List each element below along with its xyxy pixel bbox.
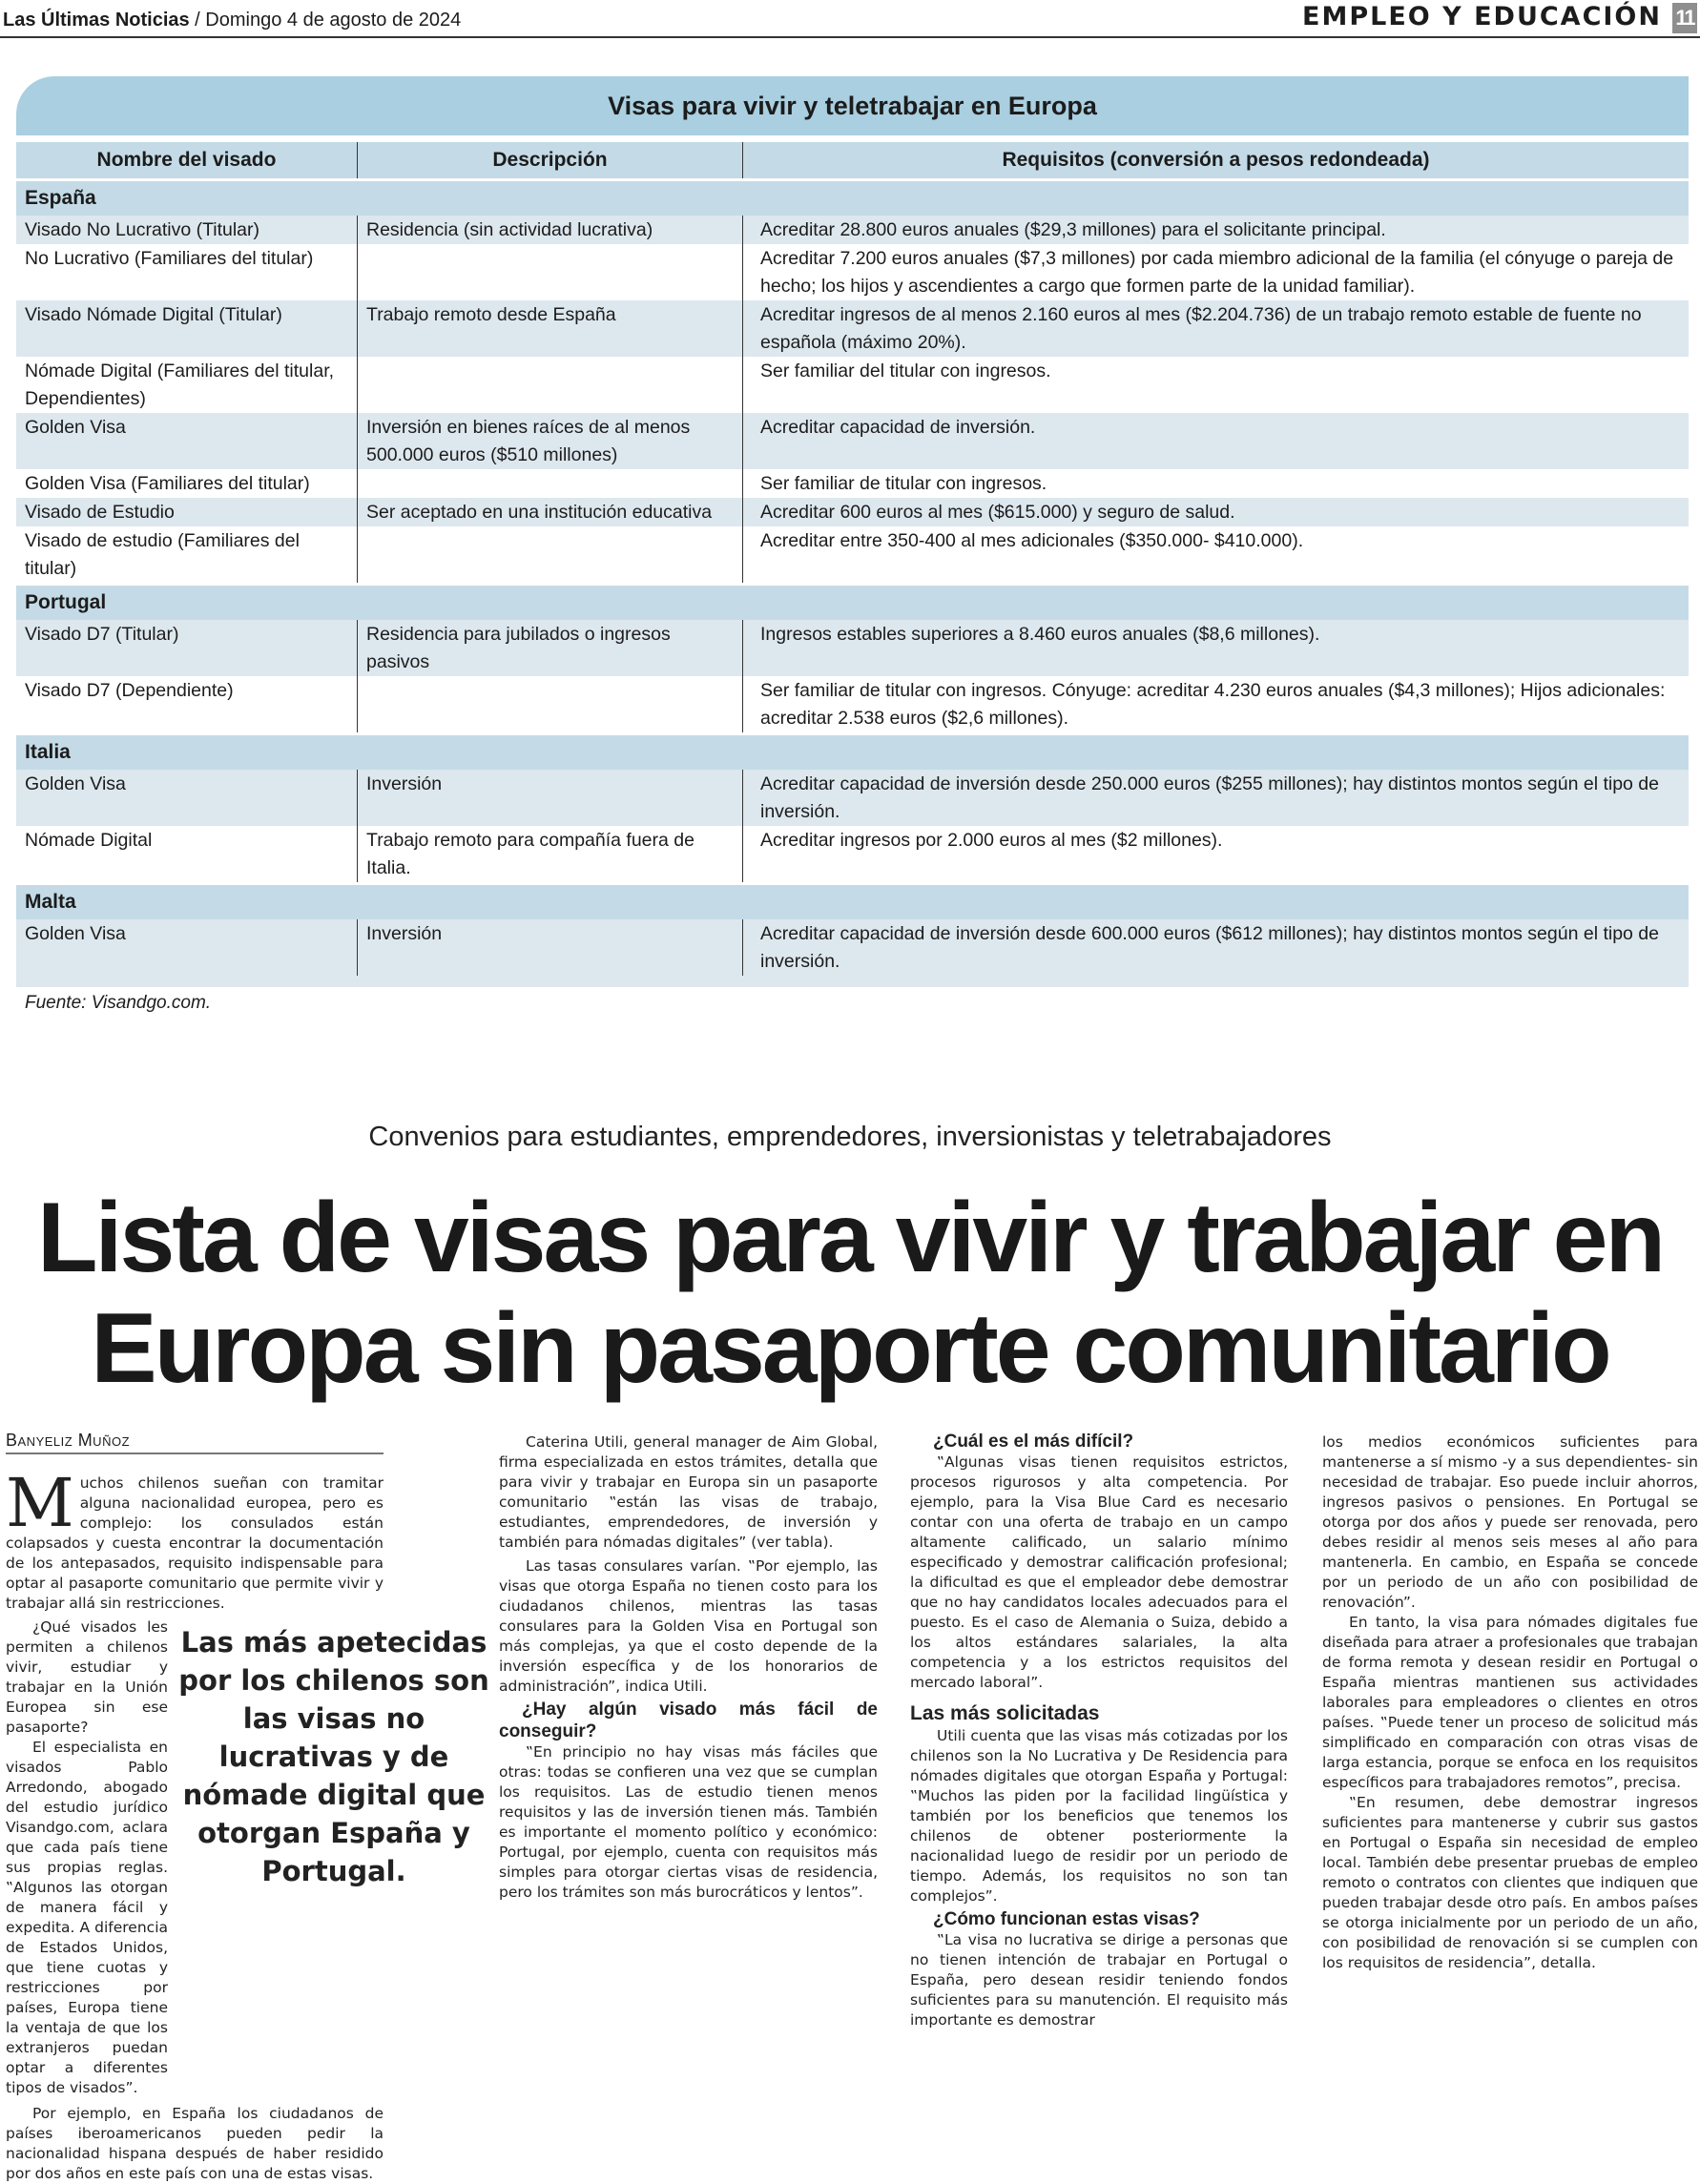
table-row [16,526,1689,583]
column-header-requirements: Requisitos (conversión a pesos redondeada) [1002,149,1430,171]
visa-description-cell: Trabajo remoto para compañía fuera de Italia. [358,826,743,882]
visa-name-cell: Golden Visa (Familiares del titular) [16,469,358,498]
masthead-left [3,10,461,31]
paragraph [499,1556,878,1697]
visa-requirements-cell: Ser familiar del titular con ingresos. [760,361,1051,381]
newspaper-name: Las Últimas Noticias [3,10,190,31]
visa-name-cell: Golden Visa [16,919,358,976]
visa-name-cell: Visado de estudio (Familiares del titular) [16,526,358,583]
visa-description-cell [358,244,743,300]
visa-description-cell [358,526,743,583]
country-section-header: España [16,181,1689,216]
visa-name-cell: Visado No Lucrativo (Titular) [16,216,358,244]
visa-description-cell: Inversión en bienes raíces de al menos 500.000 euros ($510 millones) [358,413,743,469]
section-title: EMPLEO Y EDUCACIÓN [1302,2,1662,31]
publication-date: Domingo 4 de agosto de 2024 [205,10,462,31]
column-header-description: Descripción [358,142,743,178]
article-column-1-bottom [6,2104,384,2184]
visa-name-cell: Golden Visa [16,770,358,826]
table-bottom-bar [16,976,1689,987]
subheading: ¿Hay algún visado más fácil de conseguir? [499,1700,878,1741]
paragraph: En tanto, la visa para nómades digitales fue diseñada para atraer a profesionales que trabajan de forma remota y desean residir en Portugal o España mientras mantienen sus actividades laborales para empleadores o clientes en otros países. ‟Puede tener un proceso de solicitud más simplificado en comparación con otras visas de larga estancia, porque se enfoca en los requisitos específicos para trabajadores remotos”, precisa. [1322,1614,1698,1791]
paragraph [6,1464,384,1614]
table-row [16,498,1689,526]
subheading: ¿Cuál es el más difícil? [933,1432,1134,1452]
table-source: Fuente: Visandgo.com. [25,993,212,1013]
visa-name-cell: Visado de Estudio [16,498,358,526]
visa-requirements-cell: Acreditar 7.200 euros anuales ($7,3 millones) por cada miembro adicional de la familia (el cónyuge o pareja de hecho; los hijos y ascendientes a cargo que formen parte de la unidad familiar). [760,248,1674,297]
table-row [16,244,1689,300]
pull-quote: Las más apetecidas por los chilenos son las visas no lucrativas y de nómade digital que otorgan España y Portugal. [178,1626,489,1887]
table-row [16,357,1689,413]
paragraph: Utili cuenta que las visas más cotizadas por los chilenos son la No Lucrativa y De Residencia para nómades digitales que otorgan España y Portugal: ‟Muchos las piden por la facilidad lingüística y también por los beneficios que tenemos los chilenos de obtener posteriormente la nacionalidad luego de residir por un periodo de tiempo. Además, los requisitos no son tan complejos”. [910,1727,1288,1905]
visa-description-cell: Inversión [358,770,743,826]
visa-name-cell: No Lucrativo (Familiares del titular) [16,244,358,300]
drop-cap: M [6,1464,74,1542]
paragraph: los medios económicos suficientes para mantenerse a sí mismo -y a sus dependientes- sin necesidad de trabajar. Eso puede incluir ahorros, ingresos pasivos o pensiones. En Portugal se otorga por dos años y puede ser renovada, pero debes residir al menos seis meses al año para mantenerla. En cambio, en España se concede por un periodo de un año con posibilidad de renovación”. [1322,1433,1698,1611]
table-row [16,216,1689,244]
table-row [16,676,1689,732]
section-heading: Las más solicitadas [910,1702,1100,1724]
visa-requirements-cell: Acreditar capacidad de inversión desde 600.000 euros ($612 millones); hay distintos montos según el tipo de inversión. [760,923,1659,972]
country-section-header: Italia [16,735,1689,770]
visa-requirements-cell: Ser familiar de titular con ingresos. [760,473,1047,494]
table-row [16,770,1689,826]
visa-name-cell: Nómade Digital [16,826,358,882]
table-row [16,826,1689,882]
visa-name-cell: Nómade Digital (Familiares del titular, Dependientes) [16,357,358,413]
paragraph: ‟Algunas visas tienen requisitos estrictos, procesos rigurosos y alta competencia. Por ejemplo, para la Visa Blue Card es necesario contar con una oferta de trabajo en un campo altamente calificado, un salario mínimo especificado y demostrar calificación profesional; la dificultad es que el empleador debe demostrar que no hay candidatos locales adecuados para el puesto. Es el caso de Alemania o Suiza, debido a los altos estándares salariales, la alta competencia y a los estrictos requisitos del mercado laboral”. [910,1453,1288,1691]
article-column-2-continued [499,1556,878,1903]
visa-name-cell: Visado Nómade Digital (Titular) [16,300,358,357]
visa-description-cell [358,676,743,732]
article-kicker: Convenios para estudiantes, emprendedores, inversionistas y teletrabajadores [368,1122,1332,1152]
visa-requirements-cell: Acreditar ingresos de al menos 2.160 euros al mes ($2.204.736) de un trabajo remoto estable de fuente no española (máximo 20%). [760,304,1642,353]
visa-name-cell: Visado D7 (Dependiente) [16,676,358,732]
visa-requirements-cell: Ingresos estables superiores a 8.460 euros anuales ($8,6 millones). [760,624,1320,645]
paragraph: ‟La visa no lucrativa se dirige a personas que no tienen intención de trabajar en Portugal o España, pero desean residir teniendo fondos suficientes para su manutención. El requisito más importante es demostrar [910,1931,1288,2029]
article-column-1 [6,1464,384,1614]
table-row [16,620,1689,676]
visa-description-cell: Ser aceptado en una institución educativa [358,498,743,526]
article-column-4 [1322,1432,1698,1973]
visa-name-cell: Visado D7 (Titular) [16,620,358,676]
paragraph: Caterina Utili, general manager de Aim Global, firma especializada en estos trámites, detalla que para vivir y trabajar en Europa sin un pasaporte comunitario ‟están las visas de trabajo, estudiantes, emprendedores, de inversión y también para nómadas digitales” (ver tabla). [499,1433,878,1551]
paragraph: ‟En resumen, debe demostrar ingresos suficientes para mantenerse y cubrir sus gastos en Portugal o España sin necesidad de empleo local. También debe presentar pruebas de empleo remoto o contratos con clientes que indiquen que pueden trabajar desde otro país. En ambos países se otorga inicialmente por un periodo de un año, con posibilidad de renovación si se cumplen con los requisitos de residencia”, detalla. [1322,1794,1698,1971]
article-headline: Lista de visas para vivir y trabajar en Europa sin pasaporte comunitario [37,1183,1663,1404]
visa-name-cell: Golden Visa [16,413,358,469]
article-column-2 [499,1432,878,1553]
paragraph: ‟En principio no hay visas más fáciles que otras: todas se confieren una vez que se cumplan los requisitos. Las de estudio tienen menos requisitos y las de inversión tienen más. También es importante el momento político y económico: Portugal, por ejemplo, cuenta con requisitos más simples para otorgar ciertas visas de residencia, pero los trámites son más burocráticos y lentos”. [499,1743,878,1901]
country-section-header: Portugal [16,586,1689,620]
visa-requirements-cell: Acreditar 600 euros al mes ($615.000) y seguro de salud. [760,502,1235,523]
visa-requirements-cell: Acreditar ingresos por 2.000 euros al mes ($2 millones). [760,830,1223,851]
country-section-header: Malta [16,885,1689,919]
page-number-badge: 11 [1672,3,1697,33]
table-row [16,919,1689,976]
visa-description-cell: Residencia para jubilados o ingresos pasivos [358,620,743,676]
visa-description-cell [358,469,743,498]
paragraph: Por ejemplo, en España los ciudadanos de países iberoamericanos pueden pedir la nacionalidad hispana después de haber residido por dos años en este país con una de estas visas. [6,2105,384,2182]
paragraph: ¿Qué visados les permiten a chilenos vivir, estudiar y trabajar en la Unión Europea sin ese pasaporte? [6,1618,168,1736]
visa-requirements-cell: Acreditar capacidad de inversión. [760,417,1036,438]
masthead-separator: / [189,10,206,31]
table-header-row [16,142,1689,178]
visa-description-cell: Residencia (sin actividad lucrativa) [358,216,743,244]
visa-requirements-cell: Ser familiar de titular con ingresos. Cónyuge: acreditar 4.230 euros anuales ($4,3 millones); Hijos adicionales: acreditar 2.538 euros ($2,6 millones). [760,680,1666,729]
article-column-1-continued [6,1617,168,2098]
visa-table [16,76,1689,1014]
paragraph-text: Las tasas consulares varían. ‟Por ejemplo, las visas que otorga España no tienen costo para los ciudadanos chilenos, mientras las tasas consulares para la Golden Visa en Portugal son más complejas, ya que el costo depende de la inversión específica y de los honorarios de administración”, indica Utili. [499,1557,878,1695]
byline: Banyeliz Muñoz [6,1431,384,1454]
column-header-name: Nombre del visado [16,142,358,178]
visa-requirements-cell: Acreditar entre 350-400 al mes adicionales ($350.000- $410.000). [760,530,1304,551]
table-row [16,300,1689,357]
visa-description-cell: Inversión [358,919,743,976]
paragraph-text: uchos chilenos sueñan con tramitar alguna nacionalidad europea, pero es complejo: los consulados están colapsados y cuesta encontrar la documentación de los antepasados, requisito indispensable para optar al pasaporte comunitario que permite vivir y trabajar allá sin restricciones. [6,1474,384,1612]
table-title: Visas para vivir y teletrabajar en Europa [16,76,1689,135]
visa-description-cell: Trabajo remoto desde España [358,300,743,357]
visa-description-cell [358,357,743,413]
visa-requirements-cell: Acreditar capacidad de inversión desde 250.000 euros ($255 millones); hay distintos montos según el tipo de inversión. [760,773,1659,822]
table-row [16,469,1689,498]
subheading: ¿Cómo funcionan estas visas? [933,1909,1200,1929]
paragraph: El especialista en visados Pablo Arredondo, abogado del estudio jurídico Visandgo.com, aclara que cada país tiene sus propias reglas. ‟Algunos las otorgan de manera fácil y expedita. A diferencia de Estados Unidos, que tiene cuotas y restricciones por países, Europa tiene la ventaja de que los extranjeros puedan optar a diferentes tipos de visados”. [6,1739,168,2096]
table-row [16,413,1689,469]
masthead [0,0,1700,38]
visa-requirements-cell: Acreditar 28.800 euros anuales ($29,3 millones) para el solicitante principal. [760,219,1386,240]
table-body [16,181,1689,976]
article-column-3 [910,1429,1288,2030]
